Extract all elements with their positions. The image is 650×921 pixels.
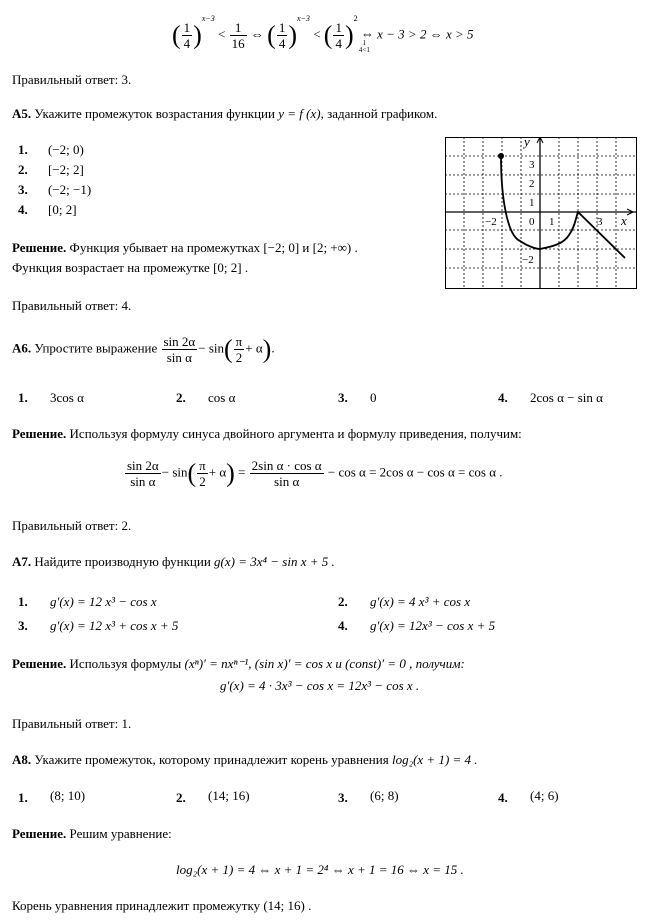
curve-start-point (498, 153, 504, 159)
a7-question: А7. Найдите производную функции g(x) = 3x⁴ − sin x + 5 . (12, 554, 335, 569)
tick-2: 2 (529, 178, 535, 190)
a6-option-1[interactable]: 1. 3cos α (18, 390, 84, 405)
a7-option-2[interactable]: 2. g′(x) = 4 x³ + cos x (338, 594, 471, 609)
a5-option-4[interactable]: 4. [0; 2] (18, 202, 77, 217)
tick-0: 0 (529, 216, 535, 228)
a8-option-3[interactable]: 3. (6; 8) (338, 788, 399, 805)
tick-3-x: 3 (597, 216, 603, 228)
a7-option-3[interactable]: 3. g′(x) = 12 x³ + cos x + 5 (18, 618, 179, 633)
function-graph (445, 137, 637, 289)
x-axis-label: x (621, 213, 627, 228)
a8-option-4[interactable]: 4. (4; 6) (498, 788, 559, 805)
graph-grid (445, 137, 637, 289)
a7-solution: Решение. Используя формулы (xⁿ)′ = nxⁿ⁻¹, (sin x)′ = cos x и (const)′ = 0 , получим: (12, 656, 465, 671)
tick-neg2-x: −2 (485, 216, 497, 228)
a5-option-2[interactable]: 2. [−2; 2] (18, 162, 84, 177)
a7-option-4[interactable]: 4. g′(x) = 12x³ − cos x + 5 (338, 618, 496, 633)
a5-option-3[interactable]: 3. (−2; −1) (18, 182, 92, 197)
a6-option-3[interactable]: 3. 0 (338, 390, 377, 405)
a8-option-1[interactable]: 1. (8; 10) (18, 788, 86, 805)
tick-3: 3 (529, 159, 535, 171)
graph-frame (446, 138, 637, 289)
tick-1: 1 (529, 197, 535, 209)
a7-solution-result: g′(x) = 4 · 3x³ − cos x = 12x³ − cos x . (220, 678, 420, 693)
a8-solution: Решение. Решим уравнение: (12, 826, 172, 841)
function-curve (501, 156, 625, 258)
a6-option-4[interactable]: 4. 2cos α − sin α (498, 390, 603, 405)
a6-question: А6. Упростите выражение $\frac{\sin 2\alpha}{\text{sin α}}$ − sin( $\frac{\pi}{2}$ + α). (12, 334, 275, 365)
a5-option-1[interactable]: 1. (−2; 0) (18, 142, 84, 157)
a8-question: А8. Укажите промежуток, которому принадлежит корень уравнения log₂(x + 1) = 4 . (12, 752, 478, 767)
a8-option-2[interactable]: 2. (14; 16) (176, 788, 250, 805)
a8-equation: log₂(x + 1) = 4 ⇔ x + 1 = 2⁴ ⇔ x + 1 = 16 ⇔ x = 15 . (176, 862, 464, 877)
y-axis-label: y (524, 137, 530, 149)
top-formula: ( $\frac{1}{4}$ )$^{x-3}$ < $\frac{1}{16}$ ⇔ ( $\frac{1}{4}$ )$^{x-3}$ < ( $\frac{1}{4}$ )$^2$ ⇔ 1 4<1 x − 3 > 2 ⇔ x > 5 (172, 14, 474, 55)
a6-solution-formula: $\frac{\sin 2\alpha}{\text{sin α}}$ − sin( $\frac{\pi}{2}$ + α) = $\frac{\text{2sin α · cos α}}{\text{sin α}}$ − cos α = 2cos α − cos α = cos α . (127, 458, 503, 489)
answer-a4: Правильный ответ: 3. (12, 72, 132, 87)
answer-a7: Правильный ответ: 1. (12, 716, 132, 731)
a5-solution-line1: Решение. Функция убывает на промежутках [−2; 0] и [2; +∞) . (12, 240, 358, 255)
a8-conclusion: Корень уравнения принадлежит промежутку (14; 16) . (12, 898, 312, 913)
a5-question: А5. Укажите промежуток возрастания функции y = f (x), заданной графиком. (12, 106, 438, 121)
a6-option-2[interactable]: 2. cos α (176, 390, 236, 405)
answer-a5: Правильный ответ: 4. (12, 298, 132, 313)
a7-option-1[interactable]: 1. g′(x) = 12 x³ − cos x (18, 594, 157, 609)
answer-a6: Правильный ответ: 2. (12, 518, 132, 533)
tick-1-x: 1 (549, 216, 555, 228)
a5-solution-line2: Функция возрастает на промежутке [0; 2] . (12, 260, 249, 275)
tick-neg2-y: −2 (522, 254, 534, 266)
a6-solution: Решение. Используя формулу синуса двойного аргумента и формулу приведения, получим: (12, 426, 522, 441)
